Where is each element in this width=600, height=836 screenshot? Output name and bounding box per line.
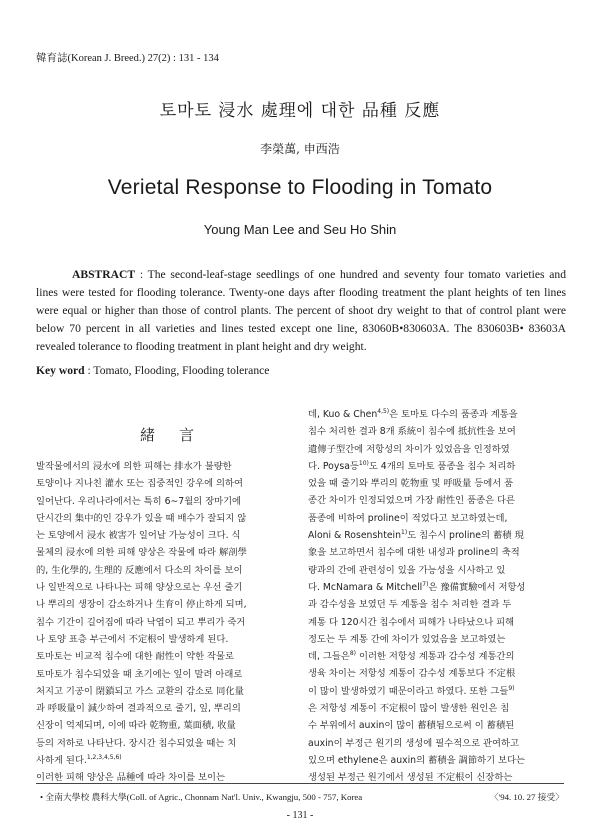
english-title: Verietal Response to Flooding in Tomato	[107, 176, 493, 199]
body-line: 나 토양 표층 부근에서 不定根이 발생하게 된다.	[36, 633, 229, 645]
body-line: 遺傳子型간에 저항성의 차이가 있었음을 인정하였	[308, 443, 510, 455]
body-line: 데, Kuo & Chen$^{4,5)}$은 토마토 다수의 품종과 계통을	[308, 407, 518, 420]
footnote-divider	[36, 783, 564, 784]
body-line: 나 일반적으로 나타나는 피해 양상으로는 우선 줄기	[36, 582, 243, 594]
body-line: 계통 다 120시간 침수에서 피해가 나타났으나 피해	[308, 616, 515, 628]
reference-superscript: 10)	[358, 459, 369, 467]
reference-superscript: 7)	[422, 580, 429, 588]
body-line: 정도는 두 계통 간에 차이가 있었음을 보고하였는	[308, 633, 506, 645]
body-line: 생육 차이는 저항성 계통이 감수성 계통보다 不定根	[308, 668, 516, 680]
body-line: 물체의 浸水에 의한 피해 양상은 작물에 따라 解剖學	[36, 547, 247, 559]
body-line: 이러한 피해 양상은 品種에 따라 차이를 보이는	[36, 772, 225, 784]
body-line: 토마토는 비교적 침수에 대한 耐性이 약한 작물로	[36, 651, 234, 663]
abstract-label: ABSTRACT	[72, 268, 136, 281]
body-line: 처지고 기공이 閉鎖되고 가스 교환의 감소로 同化量	[36, 685, 244, 697]
reference-superscript: 9)	[508, 684, 515, 692]
body-line: 수 부위에서 auxin이 많이 蓄積됨으로써 이 蓄積된	[308, 720, 515, 732]
body-line: 생성된 부정근 원기에서 생성된 不定根이 신장하는	[308, 772, 513, 784]
body-line: 나 뿌리의 생장이 감소하거나 生育이 停止하게 되며,	[36, 599, 247, 611]
footnote	[40, 790, 564, 803]
body-line: 량과의 간에 관련성이 있을 가능성을 시사하고 있	[308, 564, 506, 576]
keyword-text: : Tomato, Flooding, Flooding tolerance	[84, 364, 270, 377]
body-line: 일어난다. 우리나라에서는 특히 6∼7월의 장마기에	[36, 495, 242, 507]
body-line: 은 저항성 계통이 不定根이 많이 발생한 원인은 침	[308, 703, 510, 715]
affiliation-footnote: • 全南大學校 農科大學(Coll. of Agric., Chonnam Nat'l. Univ., Kwangju, 500 - 757, Korea	[40, 792, 363, 802]
body-line: 데, 그들은$^{8)}$ 이러한 저항성 계통과 감수성 계통간의	[308, 650, 515, 663]
keywords	[36, 364, 269, 377]
page-number: - 131 -	[286, 810, 314, 821]
body-line: 었을 때 줄기와 뿌리의 乾物重 및 呼吸量 등에서 품	[308, 478, 514, 490]
body-line: 과 呼吸量이 減少하여 결과적으로 줄기, 잎, 뿌리의	[36, 703, 241, 715]
journal-citation: 韓育誌(Korean J. Breed.) 27(2) : 131 - 134	[36, 53, 219, 64]
body-line: 토마토가 침수되었을 때 초기에는 잎이 말려 아래로	[36, 668, 243, 680]
body-line: 사하게 된다.$^{1,2,3,4,5,6)}$	[36, 753, 122, 767]
body-line: 과 감수성을 보였던 두 계통을 침수 처리한 결과 두	[308, 599, 512, 611]
body-line: 침수 처리한 결과 8개 系統이 침수에 抵抗性을 보여	[308, 426, 516, 438]
reference-superscript: 4,5)	[377, 407, 390, 415]
reference-superscript: 1,2,3,4,5,6)	[86, 753, 122, 761]
body-line: 등의 저하로 나타난다. 장시간 침수되었을 때는 치	[36, 737, 237, 749]
body-line: 的, 生化學的, 生理的 反應에서 다소의 차이를 보이	[36, 564, 243, 576]
body-line: 다. Poysa등$^{10)}$도 4개의 토마토 품종을 침수 처리하	[308, 459, 516, 472]
body-line: 품종에 비하여 proline이 적었다고 보고하였는데,	[308, 512, 508, 524]
received-date: 〈'94. 10. 27 接受〉	[489, 792, 564, 802]
abstract	[36, 266, 566, 356]
korean-authors: 李榮萬, 申西浩	[260, 142, 340, 156]
body-line: Aloni & Rosenshtein$^{1)}$도 침수시 proline의 蓄積 現	[308, 528, 524, 542]
body-line: 이 많이 발생하였기 때문이라고 하였다. 또한 그들$^{9)}$	[308, 684, 515, 697]
body-line: 발작물에서의 浸水에 의한 피해는 排水가 불량한	[36, 461, 232, 472]
body-line: 는 토양에서 浸水 被害가 일어날 가능성이 크다. 식	[36, 530, 241, 542]
body-line: 단시간의 集中的인 강우가 있을 때 배수가 잘되지 않	[36, 512, 247, 524]
korean-title: 토마토 浸水 處理에 대한 品種 反應	[159, 101, 441, 121]
reference-superscript: 1)	[401, 528, 408, 536]
body-line: 있으며 ethylene은 auxin의 蓄積을 調節하기 보다는	[308, 754, 525, 766]
abstract-text: : The second-leaf-stage seedlings of one hundred and seventy four tomato varieties and lines were tested for flooding tolerance. Twenty-one days after flooding treatment the plant heights of ten lines were equal or higher than those of control plants. The percent of shoot dry weight to that of control plant were below 70 percent in all varieties and lines tested except one line, 83060B•830603A. The 830603B• 83603A revealed tolerance to flooding treatment in plant height and dry weight.	[36, 268, 566, 353]
section-title-introduction: 緒言	[139, 426, 218, 444]
body-line: 종간 차이가 인정되었으며 가장 耐性인 품종은 다른	[308, 495, 515, 507]
body-line: 신장이 억제되며, 이에 따라 乾物重, 葉面積, 收量	[36, 720, 236, 732]
body-line: auxin이 부정근 원기의 생성에 필수적으로 관여하고	[308, 737, 519, 749]
body-line: 다. McNamara & Mitchell$^{7)}$은 豫備實驗에서 저항성	[308, 580, 526, 593]
body-line: 토양이나 지나친 灌水 또는 집중적인 강우에 의하여	[36, 478, 243, 490]
body-line: 象을 보고하면서 침수에 대한 내성과 proline의 축적	[308, 547, 520, 559]
keyword-label: Key word	[36, 364, 85, 377]
right-column	[308, 406, 570, 787]
body-line: 침수 기간이 길어짐에 따라 낙엽이 되고 뿌리가 죽거	[36, 616, 246, 628]
left-column	[36, 458, 298, 787]
reference-superscript: 8)	[349, 650, 357, 658]
english-authors: Young Man Lee and Seu Ho Shin	[203, 222, 397, 237]
